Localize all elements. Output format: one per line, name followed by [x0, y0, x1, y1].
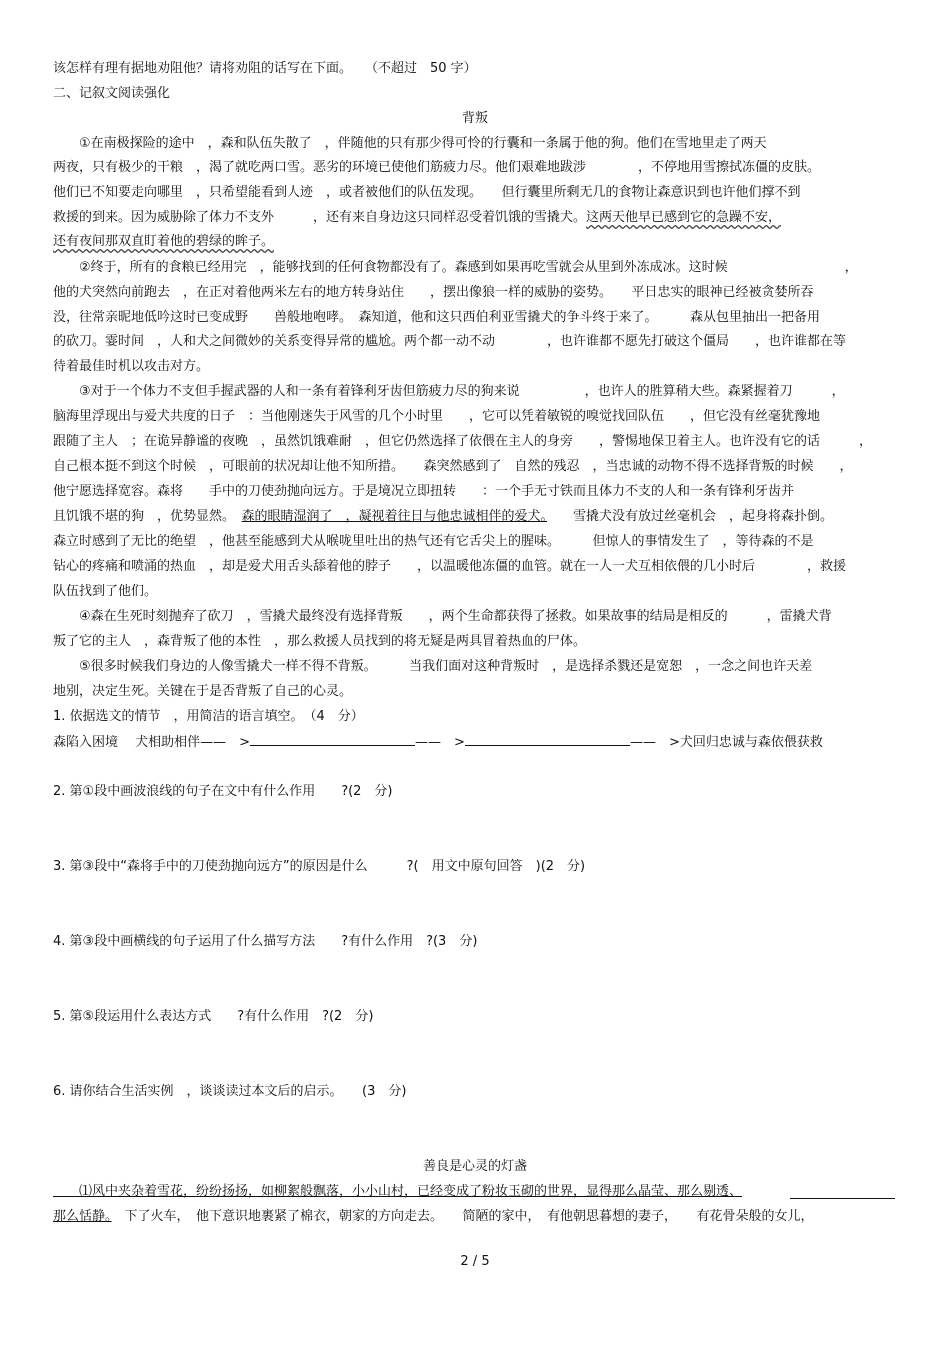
question-1: 1. 依据选文的情节 ，用简洁的语言填空。 （4 分）: [53, 709, 364, 724]
question-5: 5. 第⑤段运用什么表达方式 ?有什么作用 ?(2 分): [53, 1009, 374, 1024]
paragraph-line: [53, 1183, 742, 1201]
wavy-underlined-sentence: 还有夜间那双直盯着他的碧绿的眸子。: [53, 234, 275, 249]
paragraph-line: [53, 233, 274, 251]
question-3: 3. 第③段中“森将手中的刀使劲抛向远方”的原因是什么 ?( 用文中原句回答 )(2 分): [53, 859, 586, 874]
paragraph-line: ③对于一个体力不支但手握武器的人和一条有着锋利牙齿但筋疲力尽的狗来说 ，也许人的胜算稍大些。森紧握着刀 ，: [53, 384, 845, 399]
paragraph-line: 队伍找到了他们。: [53, 584, 158, 599]
paragraph-line: 那么恬静。 下了火车， 他下意识地裹紧了棉衣，朝家的方向走去。 简陋的家中， 有他朝思暮想的妻子， 有花骨朵般的女儿，: [53, 1209, 814, 1224]
wavy-underlined-sentence: 这两天他早已感到它的急躁不安，: [586, 210, 782, 225]
underline-rule: [790, 1198, 895, 1199]
section-heading: 二、记叙文阅读强化: [53, 86, 171, 101]
question-2: 2. 第①段中画波浪线的句子在文中有什么作用 ?(2 分): [53, 784, 393, 799]
underlined-sentence: ⑴风中夹杂着雪花，纷纷扬扬，如柳絮般飘落，小小山村，已经变成了粉妆玉砌的世界，显得那么晶莹、那么剔透、: [53, 1184, 743, 1199]
paragraph-line: ②终于，所有的食粮已经用完 ，能够找到的任何食物都没有了。森感到如果再吃雪就会从里到外冻成冰。这时候 ，: [53, 260, 858, 275]
underlined-sentence: 那么恬静。: [53, 1209, 112, 1224]
paragraph-line: 跟随了主人 ；在诡异静谧的夜晚 ，虽然饥饿难耐 ，但它仍然选择了依偎在主人的身旁 ，警惕地保卫着主人。也许没有它的话 ，: [53, 434, 873, 449]
question-6: 6. 请你结合生活实例 ，谈谈读过本文后的启示。 (3 分): [53, 1084, 407, 1099]
intro-line: 该怎样有理有据地劝阻他？请将劝阻的话写在下面。 （不超过 50 字）: [53, 61, 477, 76]
paragraph-line: 叛了它的主人 ，森背叛了他的本性 ，那么救援人员找到的将无疑是两具冒着热血的尸体。: [53, 634, 587, 649]
answer-blank[interactable]: [250, 733, 415, 746]
paragraph-line: 他们已不知要走向哪里 ，只希望能看到人迹 ，或者被他们的队伍发现。 但行囊里所剩无几的食物让森意识到也许他们撑不到: [53, 185, 801, 200]
paragraph-line: 待着最佳时机以攻击对方。: [53, 359, 210, 374]
paragraph-line: 救援的到来。因为威胁除了体力不支外 ，还有来自身边这只同样忍受着饥饿的雪撬犬。这两天他早已感到它的急躁不安，: [53, 210, 782, 225]
paragraph-line: 地别，决定生死。关键在于是否背叛了自己的心灵。: [53, 684, 353, 699]
paragraph-line: 的砍刀。霎时间 ，人和犬之间微妙的关系变得异常的尴尬。两个都一动不动 ，也许谁都不愿先打破这个僵局 ，也许谁都在等: [53, 334, 847, 349]
paragraph-line: 脑海里浮现出与爱犬共度的日子 ：当他刚迷失于风雪的几个小时里 ，它可以凭着敏锐的嗅觉找回队伍 ，但它没有丝毫犹豫地: [53, 409, 821, 424]
paragraph-line: 他宁愿选择宽容。森将 手中的刀使劲抛向远方。于是境况立即扭转 ：一个手无寸铁而且体力不支的人和一条有锋利牙齿并: [53, 484, 795, 499]
paragraph-line: 森立时感到了无比的绝望 ，他甚至能感到犬从喉咙里吐出的热气还有它舌尖上的腥味。 但惊人的事情发生了 ，等待森的不是: [53, 534, 814, 549]
paragraph-line: ⑤很多时候我们身边的人像雪撬犬一样不得不背叛。 当我们面对这种背叛时 ，是选择杀戮还是宽恕 ，一念之间也许天差: [53, 659, 813, 674]
question-4: 4. 第③段中画横线的句子运用了什么描写方法 ?有什么作用 ?(3 分): [53, 934, 478, 949]
paragraph-line: 且饥饿不堪的狗 ，优势显然。 森的眼睛湿润了 ，凝视着往日与他忠诚相伴的爱犬。 雪撬犬没有放过丝毫机会 ，起身将森扑倒。: [53, 509, 834, 524]
answer-blank[interactable]: [465, 733, 630, 746]
article-title: 善良是心灵的灯盏: [422, 1159, 527, 1174]
question-1-chain: 森陷入困境 犬相助相伴—— > —— > —— >犬回归忠诚与森依偎获救: [53, 735, 823, 750]
paragraph-line: 自己根本挺不到这个时候 ，可眼前的状况却让他不知所措。 森突然感到了 自然的残忍 ，当忠诚的动物不得不选择背叛的时候 ，: [53, 459, 853, 474]
page-number: 2 / 5: [460, 1254, 490, 1269]
article-title: 背叛: [461, 111, 488, 126]
paragraph-line: ④森在生死时刻抛弃了砍刀 ，雪撬犬最终没有选择背叛 ，两个生命都获得了拯救。如果故事的结局是相反的 ，雷撬犬背: [53, 609, 832, 624]
paragraph-line: 钻心的疼痛和喷涌的热血 ，却是爱犬用舌头舔着他的脖子 ，以温暖他冻僵的血管。就在一人一犬互相依偎的几小时后 ，救援: [53, 559, 847, 574]
underlined-sentence: 森的眼睛湿润了 ，凝视着往日与他忠诚相伴的爱犬。: [241, 509, 548, 524]
paragraph-line: 两夜，只有极少的干粮 ，渴了就吃两口雪。恶劣的环境已使他们筋疲力尽。他们艰难地跋涉 ，不停地用雪擦拭冻僵的皮肤。: [53, 160, 821, 175]
paragraph-line: ①在南极探险的途中 ，森和队伍失散了 ，伴随他的只有那少得可怜的行囊和一条属于他的狗。他们在雪地里走了两天: [53, 136, 767, 151]
paragraph-line: 没，往常亲昵地低吟这时已变成野 兽般地咆哮。 森知道，他和这只西伯利亚雪撬犬的争斗终于来了。 森从包里抽出一把备用: [53, 310, 821, 325]
paragraph-line: 他的犬突然向前跑去 ，在正对着他两米左右的地方转身站住 ，摆出像狼一样的威胁的姿势。 平日忠实的眼神已经被贪婪所吞: [53, 285, 814, 300]
